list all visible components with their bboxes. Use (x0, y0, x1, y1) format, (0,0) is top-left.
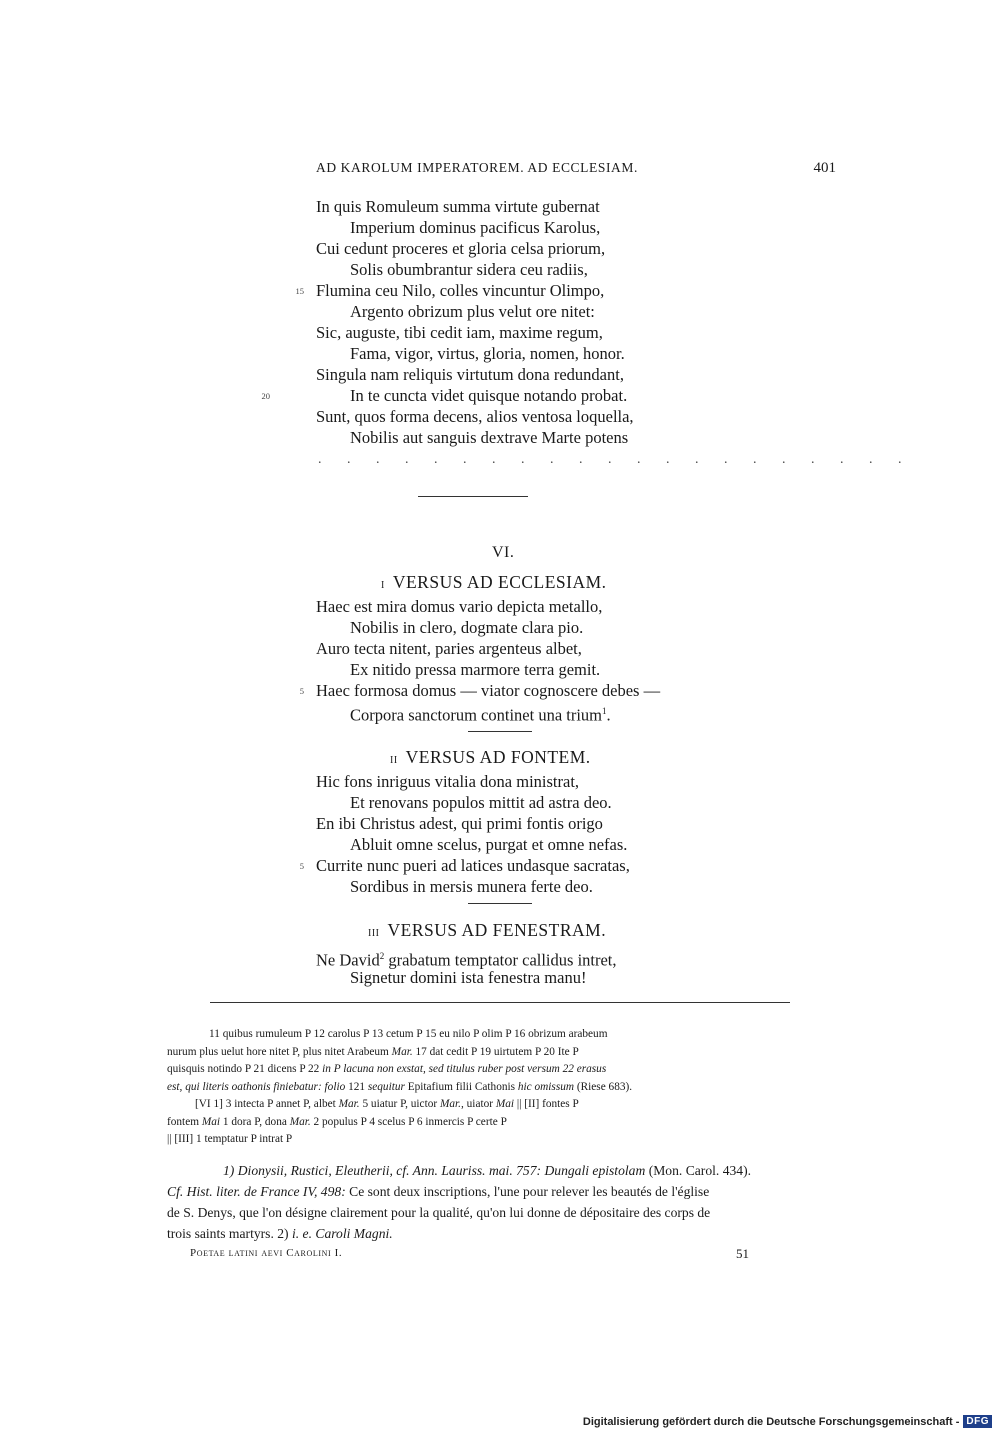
poem-title: VERSUS AD FONTEM. (405, 747, 591, 767)
line-number: 5 (299, 861, 304, 871)
imprint-title: Poetae latini aevi Carolini I. (190, 1247, 343, 1259)
verse-line: Argento obrizum plus velut ore nitet: (350, 302, 595, 321)
apparatus-line: fontem Mai 1 dora P, dona Mar. 2 populus P 4 scelus P 6 inmercis P certe P (167, 1115, 507, 1128)
verse-line: Fama, vigor, virtus, gloria, nomen, honor. (350, 344, 625, 363)
line-number: 20 (261, 391, 270, 401)
footnote-mark: 2 (379, 951, 385, 961)
apparatus-line: || [III] 1 temptatur P intrat P (167, 1133, 293, 1145)
poem-title-fontem (390, 747, 591, 768)
verse-line: Et renovans populos mittit ad astra deo. (350, 793, 612, 812)
verse-line: 20 In te cuncta videt quisque notando probat. (316, 385, 634, 406)
verse-line: Ex nitido pressa marmore terra gemit. (350, 660, 601, 679)
verse-line: Sunt, quos forma decens, alios ventosa loquella, (316, 407, 634, 426)
footnote-mark: 1 (602, 706, 607, 716)
verse-line: Haec est mira domus vario depicta metallo, (316, 597, 603, 616)
section-numeral: VI. (492, 544, 515, 561)
verse-line: Imperium dominus pacificus Karolus, (350, 218, 601, 237)
poem-divider (468, 731, 532, 732)
poem-title-fenestram (368, 920, 606, 941)
poem-roman: III (368, 928, 380, 939)
poem-ecclesiam (299, 596, 661, 725)
verse-line: Signetur domini ista fenestra manu! (350, 968, 587, 987)
verse-line: In quis Romuleum summa virtute gubernat (316, 197, 600, 216)
apparatus-line: est, qui literis oathonis finiebatur: folio 121 sequitur Epitafium filii Cathonis hic omissum (Riese 683). (167, 1080, 633, 1093)
verse-line: Solis obumbrantur sidera ceu radiis, (350, 260, 588, 279)
poem-title-ecclesiam (381, 572, 607, 593)
funding-text: Digitalisierung gefördert durch die Deutsche Forschungsgemeinschaft - (582, 1415, 960, 1428)
footnote-line: trois saints martyrs. 2) i. e. Caroli Magni. (167, 1226, 393, 1241)
poem-fenestram (316, 946, 617, 988)
verse-line: Nobilis aut sanguis dextrave Marte potens (350, 428, 629, 447)
verse-line: Abluit omne scelus, purgat et omne nefas. (350, 835, 628, 854)
apparatus-rule (210, 1002, 790, 1003)
running-header (316, 160, 836, 176)
verse-line: 15 Flumina ceu Nilo, colles vincuntur Olimpo, (316, 280, 634, 301)
verse-line: Sordibus in mersis munera ferte deo. (350, 877, 593, 896)
page-number: 401 (813, 160, 836, 176)
verse-line: Corpora sanctorum continet una trium$^1$. (350, 705, 611, 725)
line-number: 5 (299, 686, 304, 696)
poem-fontem (299, 771, 630, 897)
verse-line: 5 Currite nunc pueri ad latices undasque sacratas, (316, 855, 630, 876)
poem-title: VERSUS AD FENESTRAM. (387, 920, 607, 940)
verse-line: Auro tecta nitent, paries argenteus albet, (316, 639, 582, 658)
apparatus-line: nurum plus uelut hore nitet P, plus nitet Arabeum Mar. 17 dat cedit P 19 uirtutem P 20 Ite P (167, 1045, 579, 1058)
footnote-line: 1) Dionysii, Rustici, Eleutherii, cf. Ann. Lauriss. mai. 757: Dungali epistolam (Mon. Carol. 434). (223, 1163, 752, 1178)
verse-line: Ne David$^2$ grabatum temptator callidus intret, (316, 950, 617, 970)
poem-title: VERSUS AD ECCLESIAM. (392, 572, 607, 592)
signature-mark: 51 (736, 1246, 749, 1261)
funding-banner (583, 1415, 992, 1428)
verse-line: Nobilis in clero, dogmate clara pio. (350, 618, 584, 637)
poem-roman: II (390, 755, 398, 766)
poem-divider (468, 903, 532, 904)
verse-line: Hic fons inriguus vitalia dona ministrat, (316, 772, 580, 791)
verse-line: En ibi Christus adest, qui primi fontis origo (316, 814, 603, 833)
apparatus-line: 11 quibus rumuleum P 12 carolus P 13 cetum P 15 eu nilo P olim P 16 obrizum arabeum (209, 1028, 608, 1040)
footnote-line: de S. Denys, que l'on désigne clairement pour la qualité, qu'on lui donne de dépositaire des corps de (167, 1205, 711, 1220)
footnote-line: Cf. Hist. liter. de France IV, 498: Ce sont deux inscriptions, l'une pour relever les beautés de l'église (167, 1184, 710, 1199)
verse-line: Singula nam reliquis virtutum dona redundant, (316, 365, 624, 384)
footnotes (167, 1160, 837, 1244)
verse-line: Sic, auguste, tibi cedit iam, maxime regum, (316, 323, 603, 342)
apparatus-line: quisquis notindo P 21 dicens P 22 in P lacuna non exstat, sed titulus ruber post versum 22 erasus (167, 1063, 607, 1075)
dfg-logo-icon: DFG (963, 1415, 992, 1428)
section-divider (418, 496, 528, 497)
verse-line: Cui cedunt proceres et gloria celsa priorum, (316, 239, 606, 258)
line-number: 15 (295, 286, 304, 296)
verse-line: 5 Haec formosa domus — viator cognoscere debes — (316, 680, 660, 701)
critical-apparatus (167, 1026, 837, 1149)
lacuna-dots: . . . . . . . . . . . . . . . . . . . . . (318, 452, 913, 467)
poem-roman: I (381, 580, 385, 591)
poem-continuation (261, 196, 634, 448)
running-title: AD KAROLUM IMPERATOREM. AD ECCLESIAM. (316, 160, 638, 175)
apparatus-line: [VI 1] 3 intecta P annet P, albet Mar. 5 uiatur P, uictor Mar., uiator Mai || [II] fontes P (195, 1098, 579, 1110)
